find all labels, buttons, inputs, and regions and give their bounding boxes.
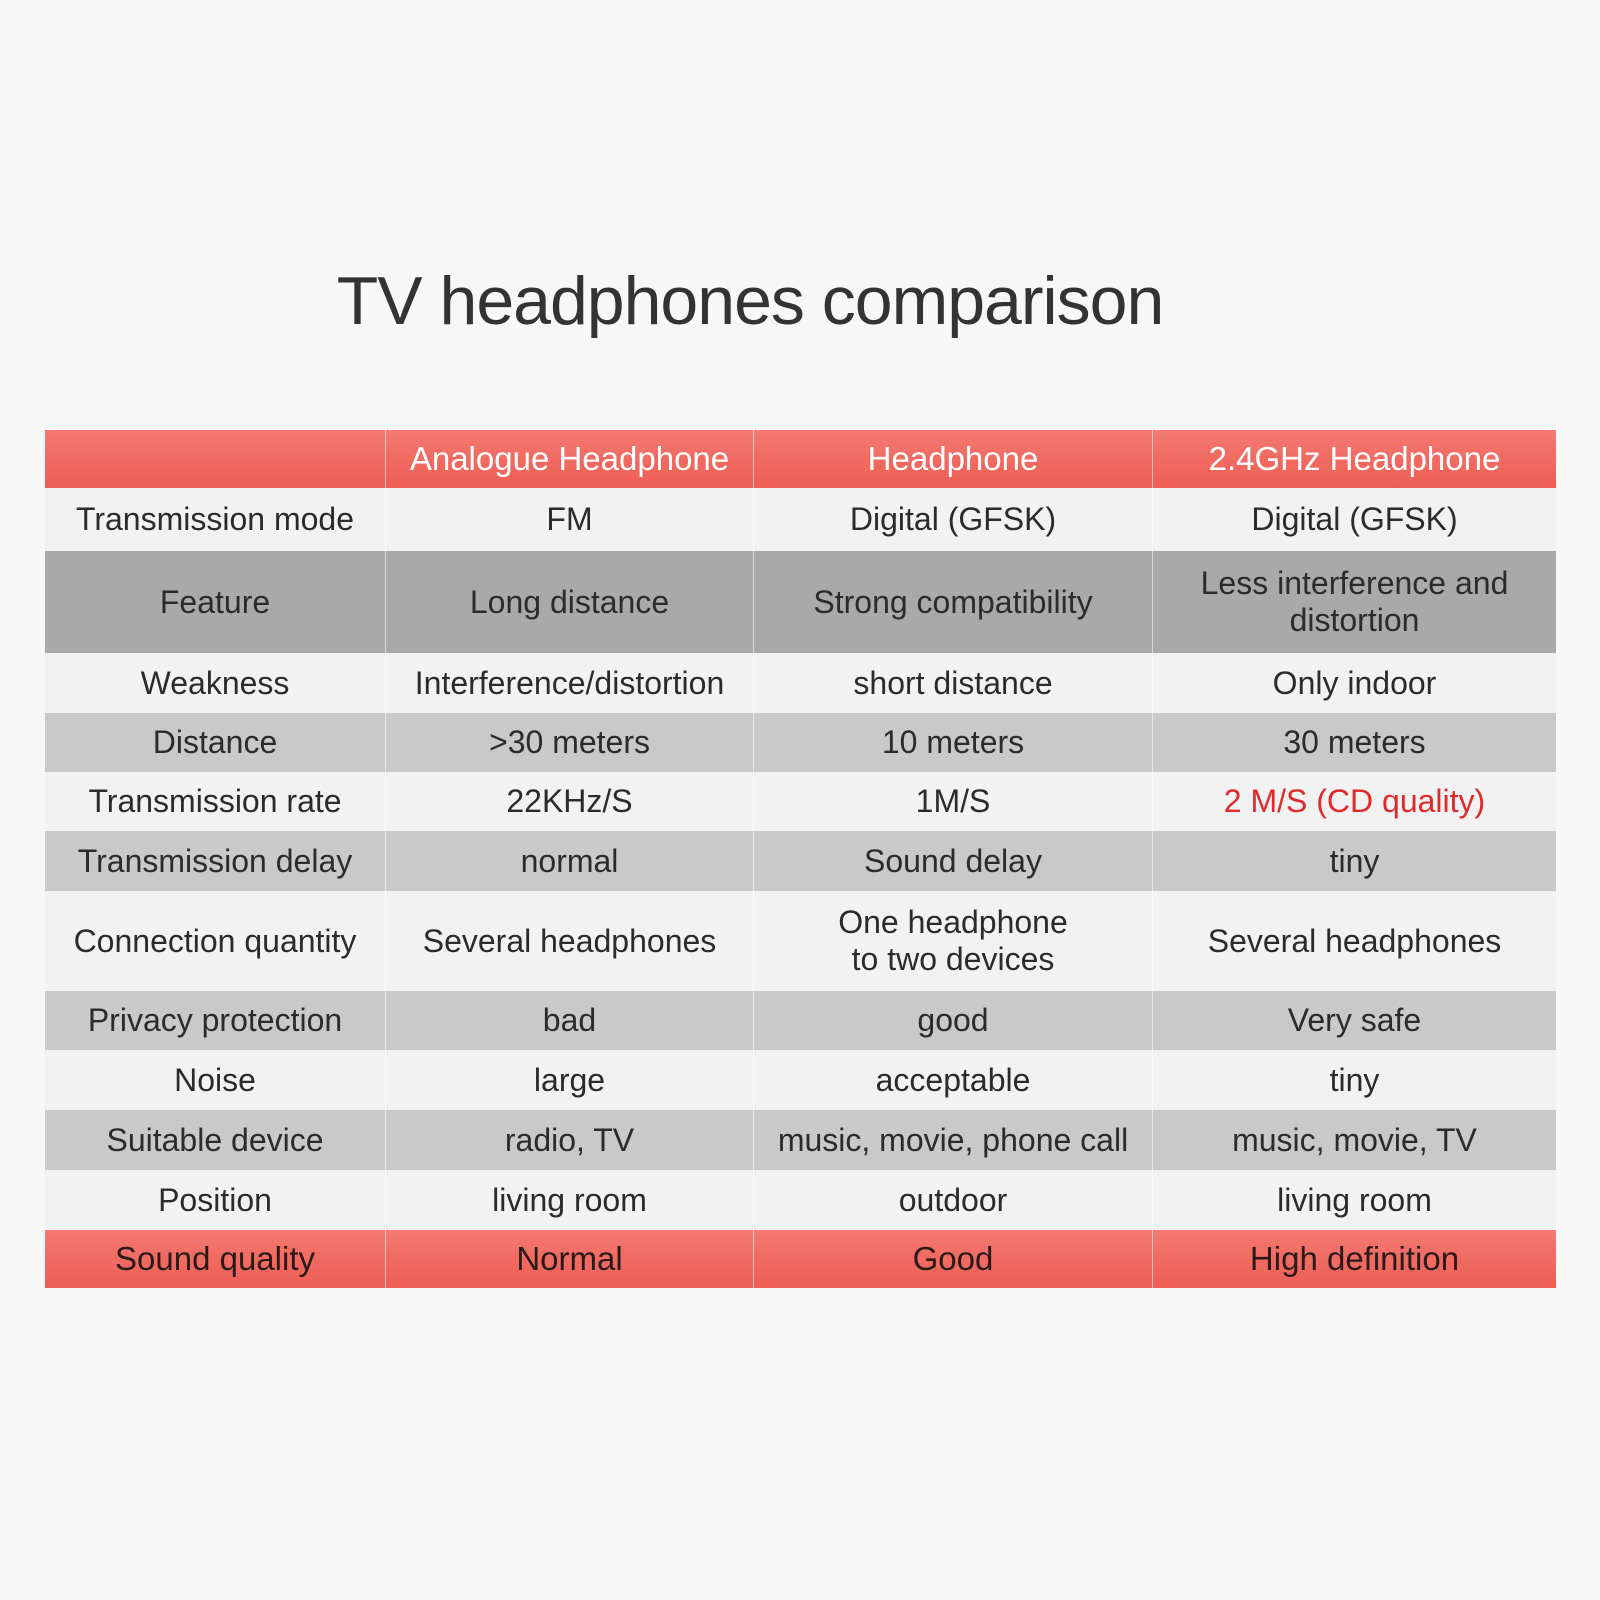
table-cell: Only indoor [1153,653,1556,713]
table-cell: Sound delay [754,831,1153,891]
table-cell: short distance [754,653,1153,713]
comparison-table [45,430,1556,1288]
table-cell: tiny [1153,831,1556,891]
header-analogue-headphone: Analogue Headphone [386,430,754,488]
table-cell: Several headphones [386,891,754,991]
table-cell: normal [386,831,754,891]
table-cell: One headphone to two devices [754,891,1153,991]
table-cell: good [754,991,1153,1050]
row-label: Distance [45,713,386,772]
table-cell: Very safe [1153,991,1556,1050]
row-label: Privacy protection [45,991,386,1050]
row-label: Suitable device [45,1110,386,1170]
table-cell-highlight: 2 M/S (CD quality) [1153,772,1556,831]
table-cell: High definition [1153,1230,1556,1288]
table-cell: Several headphones [1153,891,1556,991]
header-headphone: Headphone [754,430,1153,488]
table-cell: music, movie, phone call [754,1110,1153,1170]
table-cell: Less interference and distortion [1153,551,1556,653]
row-label: Transmission delay [45,831,386,891]
table-cell: living room [1153,1170,1556,1230]
table-cell: 22KHz/S [386,772,754,831]
row-label: Position [45,1170,386,1230]
row-label: Connection quantity [45,891,386,991]
header-24ghz-headphone: 2.4GHz Headphone [1153,430,1556,488]
row-label: Transmission mode [45,488,386,551]
table-cell: tiny [1153,1050,1556,1110]
table-cell: Long distance [386,551,754,653]
table-cell: Normal [386,1230,754,1288]
table-cell: >30 meters [386,713,754,772]
table-cell: outdoor [754,1170,1153,1230]
table-cell: Strong compatibility [754,551,1153,653]
table-cell: Digital (GFSK) [1153,488,1556,551]
row-label: Transmission rate [45,772,386,831]
table-cell: Interference/distortion [386,653,754,713]
row-label: Sound quality [45,1230,386,1288]
header-corner-cell [45,430,386,488]
table-cell: 30 meters [1153,713,1556,772]
page-title: TV headphones comparison [336,263,1164,339]
table-cell: music, movie, TV [1153,1110,1556,1170]
table-cell: 1M/S [754,772,1153,831]
table-cell: bad [386,991,754,1050]
table-cell: large [386,1050,754,1110]
row-label: Noise [45,1050,386,1110]
table-cell: Digital (GFSK) [754,488,1153,551]
table-cell: FM [386,488,754,551]
table-cell: Good [754,1230,1153,1288]
table-cell: 10 meters [754,713,1153,772]
row-label: Weakness [45,653,386,713]
row-label: Feature [45,551,386,653]
table-cell: radio, TV [386,1110,754,1170]
table-cell: living room [386,1170,754,1230]
table-cell: acceptable [754,1050,1153,1110]
